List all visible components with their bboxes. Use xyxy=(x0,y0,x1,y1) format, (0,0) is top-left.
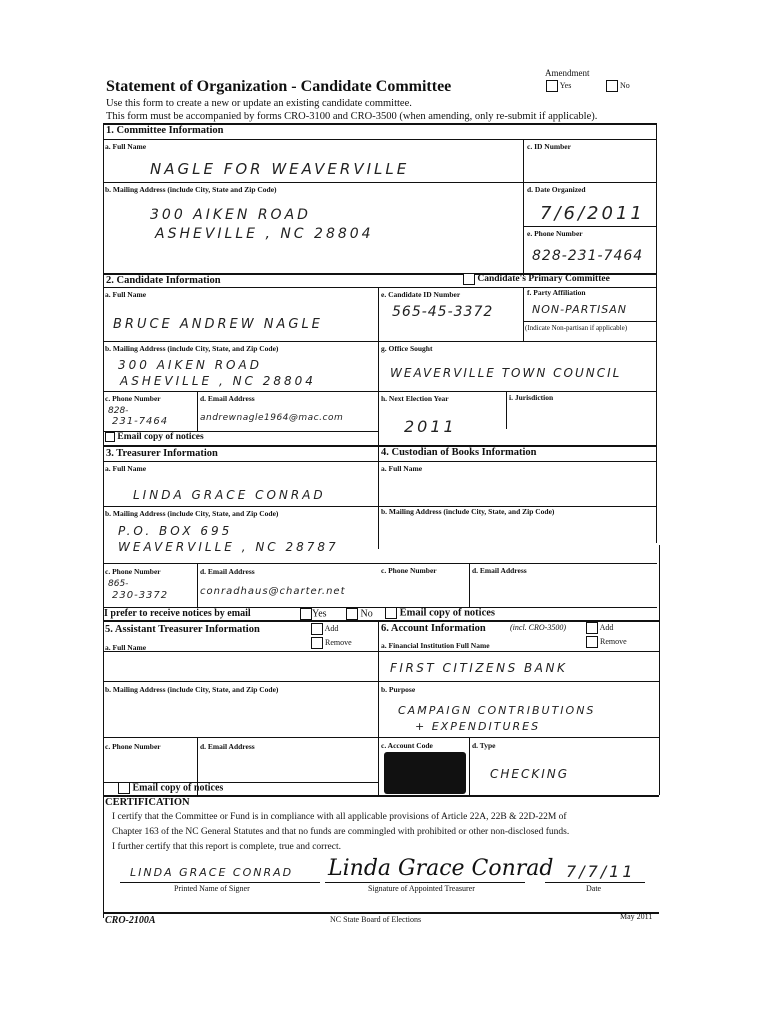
account-type-label: d. Type xyxy=(472,741,496,750)
purpose-value-1[interactable]: CAMPAIGN CONTRIBUTIONS xyxy=(398,704,596,717)
asst-add[interactable] xyxy=(311,623,338,635)
certification-line-2: Chapter 163 of the NC General Statutes and that no funds are commingled with prohibited or other non-disclosed funds. xyxy=(112,827,570,837)
candidate-full-name-value[interactable]: BRUCE ANDREW NAGLE xyxy=(113,317,323,332)
certification-line-1: I certify that the Committee or Fund is in compliance with all applicable provisions of Article 22A, 22B & 22D-22M of xyxy=(112,812,567,822)
candidate-email-value[interactable]: andrewnagle1964@mac.com xyxy=(200,413,344,423)
printed-name-label: Printed Name of Signer xyxy=(174,884,250,893)
instructions-line-1: Use this form to create a new or update an existing candidate committee. xyxy=(106,98,412,109)
prefer-email-yes[interactable] xyxy=(300,608,327,620)
candidate-email-copy-checkbox[interactable] xyxy=(105,432,115,442)
custodian-full-name-label: a. Full Name xyxy=(381,464,423,473)
treasurer-mailing-label: b. Mailing Address (include City, State, and Zip Code) xyxy=(105,509,279,518)
treasurer-phone-value-1[interactable]: 865- xyxy=(108,579,129,589)
treasurer-address-line-2[interactable]: WEAVERVILLE , NC 28787 xyxy=(118,540,339,554)
committee-full-name-label: a. Full Name xyxy=(105,142,147,151)
date-organized-value[interactable]: 7/6/2011 xyxy=(540,203,645,224)
treasurer-full-name-value[interactable]: LINDA GRACE CONRAD xyxy=(133,488,326,502)
prefer-email-no-checkbox[interactable] xyxy=(346,608,358,620)
certification-date-value[interactable]: 7/7/11 xyxy=(566,862,636,881)
candidate-phone-value-1[interactable]: 828- xyxy=(108,406,129,416)
committee-mailing-label: b. Mailing Address (include City, State and Zip Code) xyxy=(105,185,277,194)
revision-date: May 2011 xyxy=(620,912,653,921)
custodian-email-copy[interactable] xyxy=(385,607,495,619)
prefer-email-yes-label: Yes xyxy=(312,608,327,620)
amendment-label: Amendment xyxy=(545,68,590,78)
office-sought-label: g. Office Sought xyxy=(381,344,433,353)
treasurer-email-label: d. Email Address xyxy=(200,567,255,576)
amendment-no-checkbox[interactable] xyxy=(606,80,618,92)
asst-remove-checkbox[interactable] xyxy=(311,637,323,649)
financial-institution-value[interactable]: FIRST CITIZENS BANK xyxy=(390,661,568,675)
certification-line-3: I further certify that this report is complete, true and correct. xyxy=(112,842,341,852)
treasurer-full-name-label: a. Full Name xyxy=(105,464,147,473)
amendment-yes[interactable] xyxy=(546,80,571,92)
date-organized-label: d. Date Organized xyxy=(527,185,586,194)
printed-name-value[interactable]: LINDA GRACE CONRAD xyxy=(130,866,294,879)
section-5-header: 5. Assistant Treasurer Information xyxy=(105,624,260,635)
asst-email-label: d. Email Address xyxy=(200,742,255,751)
custodian-email-copy-checkbox[interactable] xyxy=(385,607,397,619)
section-2-header: 2. Candidate Information xyxy=(106,275,221,286)
amendment-no[interactable] xyxy=(606,80,630,92)
account-add-checkbox[interactable] xyxy=(586,622,598,634)
custodian-mailing-label: b. Mailing Address (include City, State, and Zip Code) xyxy=(381,507,555,516)
section-3-header: 3. Treasurer Information xyxy=(106,448,218,459)
treasurer-address-line-1[interactable]: P.O. BOX 695 xyxy=(118,524,233,538)
account-add[interactable] xyxy=(586,622,613,634)
candidate-id-label: e. Candidate ID Number xyxy=(381,290,461,299)
prefer-email-yes-checkbox[interactable] xyxy=(300,608,312,620)
asst-full-name-label: a. Full Name xyxy=(105,643,147,652)
account-code-redaction xyxy=(384,752,466,794)
account-remove-checkbox[interactable] xyxy=(586,636,598,648)
committee-address-line-1[interactable]: 300 AIKEN ROAD xyxy=(150,207,311,223)
asst-email-copy[interactable] xyxy=(118,782,223,794)
asst-add-checkbox[interactable] xyxy=(311,623,323,635)
committee-id-label: c. ID Number xyxy=(527,142,571,151)
party-value[interactable]: NON-PARTISAN xyxy=(532,303,628,316)
party-label: f. Party Affiliation xyxy=(527,288,586,297)
account-remove[interactable] xyxy=(586,636,627,648)
section-6-header: 6. Account Information xyxy=(381,623,486,634)
primary-committee[interactable] xyxy=(463,273,610,285)
amendment-no-label: No xyxy=(620,80,630,90)
certification-header: CERTIFICATION xyxy=(105,797,190,808)
office-sought-value[interactable]: WEAVERVILLE TOWN COUNCIL xyxy=(390,366,622,380)
form-title: Statement of Organization - Candidate Committee xyxy=(106,78,452,95)
section-1-header: 1. Committee Information xyxy=(106,125,224,136)
candidate-email-copy[interactable] xyxy=(105,432,204,442)
candidate-phone-label: c. Phone Number xyxy=(105,394,161,403)
party-note: (Indicate Non-partisan if applicable) xyxy=(525,324,628,332)
custodian-email-copy-label: Email copy of notices xyxy=(399,607,495,619)
account-code-label: c. Account Code xyxy=(381,741,433,750)
asst-remove[interactable] xyxy=(311,637,352,649)
asst-email-copy-checkbox[interactable] xyxy=(118,782,130,794)
asst-mailing-label: b. Mailing Address (include City, State, and Zip Code) xyxy=(105,685,279,694)
candidate-email-copy-label: Email copy of notices xyxy=(117,432,204,443)
next-election-label: h. Next Election Year xyxy=(381,394,449,403)
candidate-address-line-1[interactable]: 300 AIKEN ROAD xyxy=(118,358,262,372)
purpose-value-2[interactable]: + EXPENDITURES xyxy=(415,720,541,733)
account-add-label: Add xyxy=(599,622,614,632)
asst-remove-label: Remove xyxy=(325,637,352,647)
account-type-value[interactable]: CHECKING xyxy=(490,767,570,781)
committee-phone-value[interactable]: 828-231-7464 xyxy=(532,248,644,264)
committee-phone-label: e. Phone Number xyxy=(527,229,583,238)
amendment-yes-checkbox[interactable] xyxy=(546,80,558,92)
candidate-mailing-label: b. Mailing Address (include City, State, and Zip Code) xyxy=(105,344,279,353)
candidate-id-value[interactable]: 565-45-3372 xyxy=(392,304,494,320)
primary-committee-checkbox[interactable] xyxy=(463,273,475,285)
treasurer-email-value[interactable]: conradhaus@charter.net xyxy=(200,586,346,597)
section-4-header: 4. Custodian of Books Information xyxy=(381,447,537,458)
primary-committee-label: Candidate's Primary Committee xyxy=(477,274,610,285)
candidate-email-label: d. Email Address xyxy=(200,394,255,403)
candidate-full-name-label: a. Full Name xyxy=(105,290,147,299)
treasurer-phone-value-2[interactable]: 230-3372 xyxy=(112,590,169,601)
jurisdiction-label: i. Jurisdiction xyxy=(509,393,554,402)
form-number: CRO-2100A xyxy=(105,915,156,926)
account-remove-label: Remove xyxy=(600,636,627,646)
next-election-value[interactable]: 2011 xyxy=(404,417,457,436)
prefer-email-text: I prefer to receive notices by email xyxy=(104,608,251,619)
amendment-yes-label: Yes xyxy=(559,80,572,90)
instructions-line-2: This form must be accompanied by forms CRO-3100 and CRO-3500 (when amending, only re-submit if applicable). xyxy=(106,111,598,122)
treasurer-signature[interactable]: Linda Grace Conrad xyxy=(328,856,554,881)
date-label: Date xyxy=(586,884,602,893)
committee-full-name-value[interactable]: NAGLE FOR WEAVERVILLE xyxy=(150,160,410,178)
custodian-phone-label: c. Phone Number xyxy=(381,566,437,575)
account-incl-note: (incl. CRO-3500) xyxy=(510,623,566,632)
prefer-email-no[interactable] xyxy=(346,608,373,620)
prefer-email-no-label: No xyxy=(360,608,373,620)
treasurer-phone-label: c. Phone Number xyxy=(105,567,161,576)
custodian-email-label: d. Email Address xyxy=(472,566,527,575)
financial-institution-label: a. Financial Institution Full Name xyxy=(381,641,490,650)
candidate-phone-value-2[interactable]: 231-7464 xyxy=(112,416,169,427)
candidate-address-line-2[interactable]: ASHEVILLE , NC 28804 xyxy=(120,374,316,388)
asst-phone-label: c. Phone Number xyxy=(105,742,161,751)
committee-address-line-2[interactable]: ASHEVILLE , NC 28804 xyxy=(155,226,374,242)
signature-label: Signature of Appointed Treasurer xyxy=(368,884,475,893)
agency-name: NC State Board of Elections xyxy=(330,915,422,924)
asst-add-label: Add xyxy=(324,623,339,633)
purpose-label: b. Purpose xyxy=(381,685,416,694)
asst-email-copy-label: Email copy of notices xyxy=(132,782,224,794)
